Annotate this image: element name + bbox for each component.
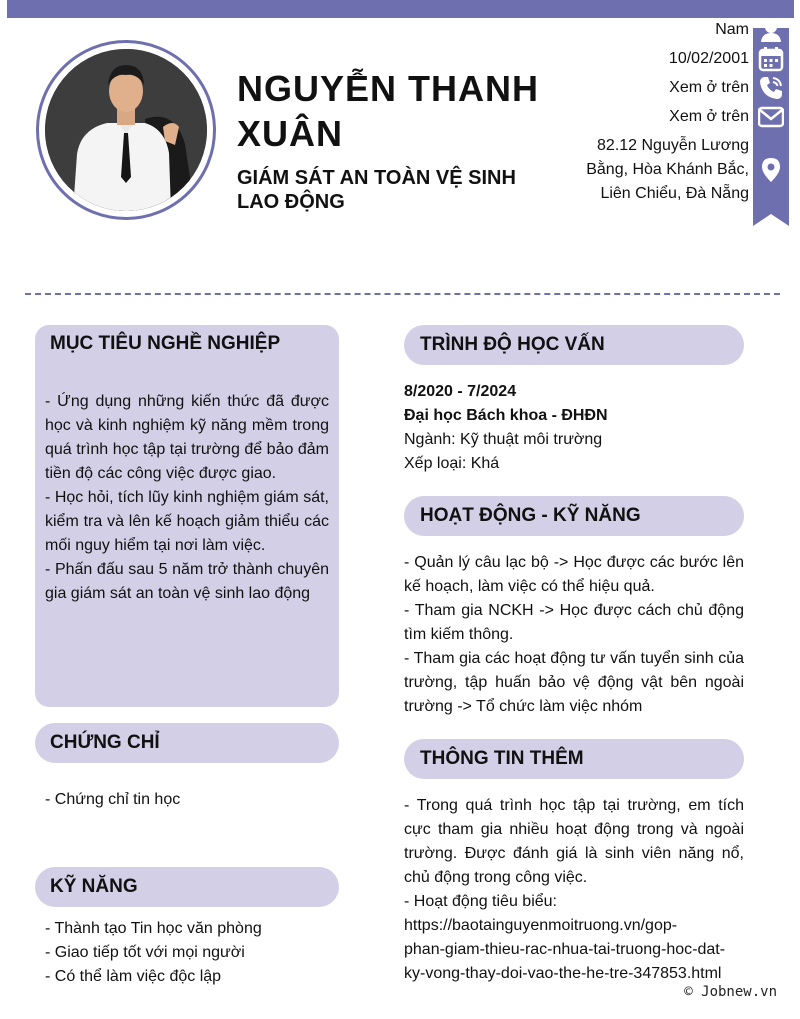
skill-item: - Thành tạo Tin học văn phòng: [45, 920, 262, 937]
top-accent-bar: [7, 0, 794, 18]
skill-item: - Có thể làm việc độc lập: [45, 968, 222, 985]
contact-dob: 10/02/2001: [668, 50, 749, 67]
avatar-frame: [36, 40, 216, 220]
education-body: [404, 380, 744, 476]
skills-list: [45, 917, 329, 989]
job-title: GIÁM SÁT AN TOÀN VỆ SINH LAO ĐỘNG: [237, 167, 516, 213]
more-info-body: [404, 794, 744, 986]
certificate-item: - Chứng chỉ tin học: [45, 791, 181, 808]
objective-body: [45, 390, 329, 606]
education-school: Đại học Bách khoa - ĐHĐN: [404, 407, 608, 424]
contact-email: Xem ở trên: [669, 108, 749, 125]
activities-heading: HOẠT ĐỘNG - KỸ NĂNG: [420, 505, 641, 526]
phone-icon: [758, 75, 784, 101]
contact-phone: Xem ở trên: [669, 79, 749, 96]
more-info-link[interactable]: https://baotainguyenmoitruong.vn/gop-: [404, 917, 678, 934]
contact-gender: Nam: [715, 21, 749, 38]
user-icon: [758, 18, 784, 44]
calendar-icon: [758, 46, 784, 72]
contact-address: 82.12 Nguyễn Lương Bằng, Hòa Khánh Bắc, Liên Chiểu, Đà Nẵng: [586, 137, 749, 202]
objective-paragraph: - Học hỏi, tích lũy kinh nghiệm giám sát, kiểm tra và lên kế hoạch giảm thiểu các mối nguy hiểm tại nơi làm việc.: [45, 489, 329, 554]
more-info-link[interactable]: phan-giam-thieu-rac-nhua-tai-truong-hoc-dat-: [404, 941, 726, 958]
more-info-link-label: - Hoạt động tiêu biểu:: [404, 893, 557, 910]
email-icon: [758, 104, 784, 130]
skills-heading: KỸ NĂNG: [50, 876, 138, 897]
activities-body: [404, 551, 744, 719]
objective-paragraph: - Phấn đấu sau 5 năm trở thành chuyên gia giám sát an toàn vệ sinh lao động: [45, 561, 329, 602]
education-heading: TRÌNH ĐỘ HỌC VẤN: [420, 334, 605, 355]
objective-paragraph: - Ứng dụng những kiến thức đã được học và kinh nghiệm kỹ năng mềm trong quá trình học tập tại trường để bảo đảm tiền độ các công việc được giao.: [45, 393, 329, 482]
certificates-heading: CHỨNG CHỈ: [50, 732, 160, 753]
activity-item: - Tham gia các hoạt động tư vấn tuyển sinh của trường, tập huấn bảo vệ động vật bên ngoài trường -> Tổ chức làm việc nhóm: [404, 650, 744, 715]
education-period: 8/2020 - 7/2024: [404, 383, 517, 400]
education-major: Ngành: Kỹ thuật môi trường: [404, 431, 603, 448]
skill-item: - Giao tiếp tốt với mọi người: [45, 944, 245, 961]
more-info-heading: THÔNG TIN THÊM: [420, 748, 584, 769]
location-icon: [758, 157, 784, 183]
activity-item: - Quản lý câu lạc bộ -> Học được các bước lên kế hoạch, làm việc có thể hiệu quả.: [404, 554, 744, 595]
more-info-link[interactable]: ky-vong-thay-doi-vao-the-he-tre-347853.html: [404, 965, 722, 982]
more-info-paragraph: - Trong quá trình học tập tại trường, em tích cực tham gia nhiều hoạt động trong và ngoài trường. Được đánh giá là sinh viên năng nổ, chủ động trong công việc.: [404, 797, 744, 886]
objective-heading: MỤC TIÊU NGHỀ NGHIỆP: [50, 333, 281, 354]
footer-copyright: © Jobnew.vn: [684, 984, 777, 1000]
activity-item: - Tham gia NCKH -> Học được cách chủ động tìm kiếm thông.: [404, 602, 744, 643]
education-grade: Xếp loại: Khá: [404, 455, 500, 472]
person-photo-icon: [45, 49, 207, 211]
header-divider: [25, 293, 780, 295]
avatar: [45, 49, 207, 211]
candidate-name: NGUYỄN THANH XUÂN: [237, 68, 540, 154]
